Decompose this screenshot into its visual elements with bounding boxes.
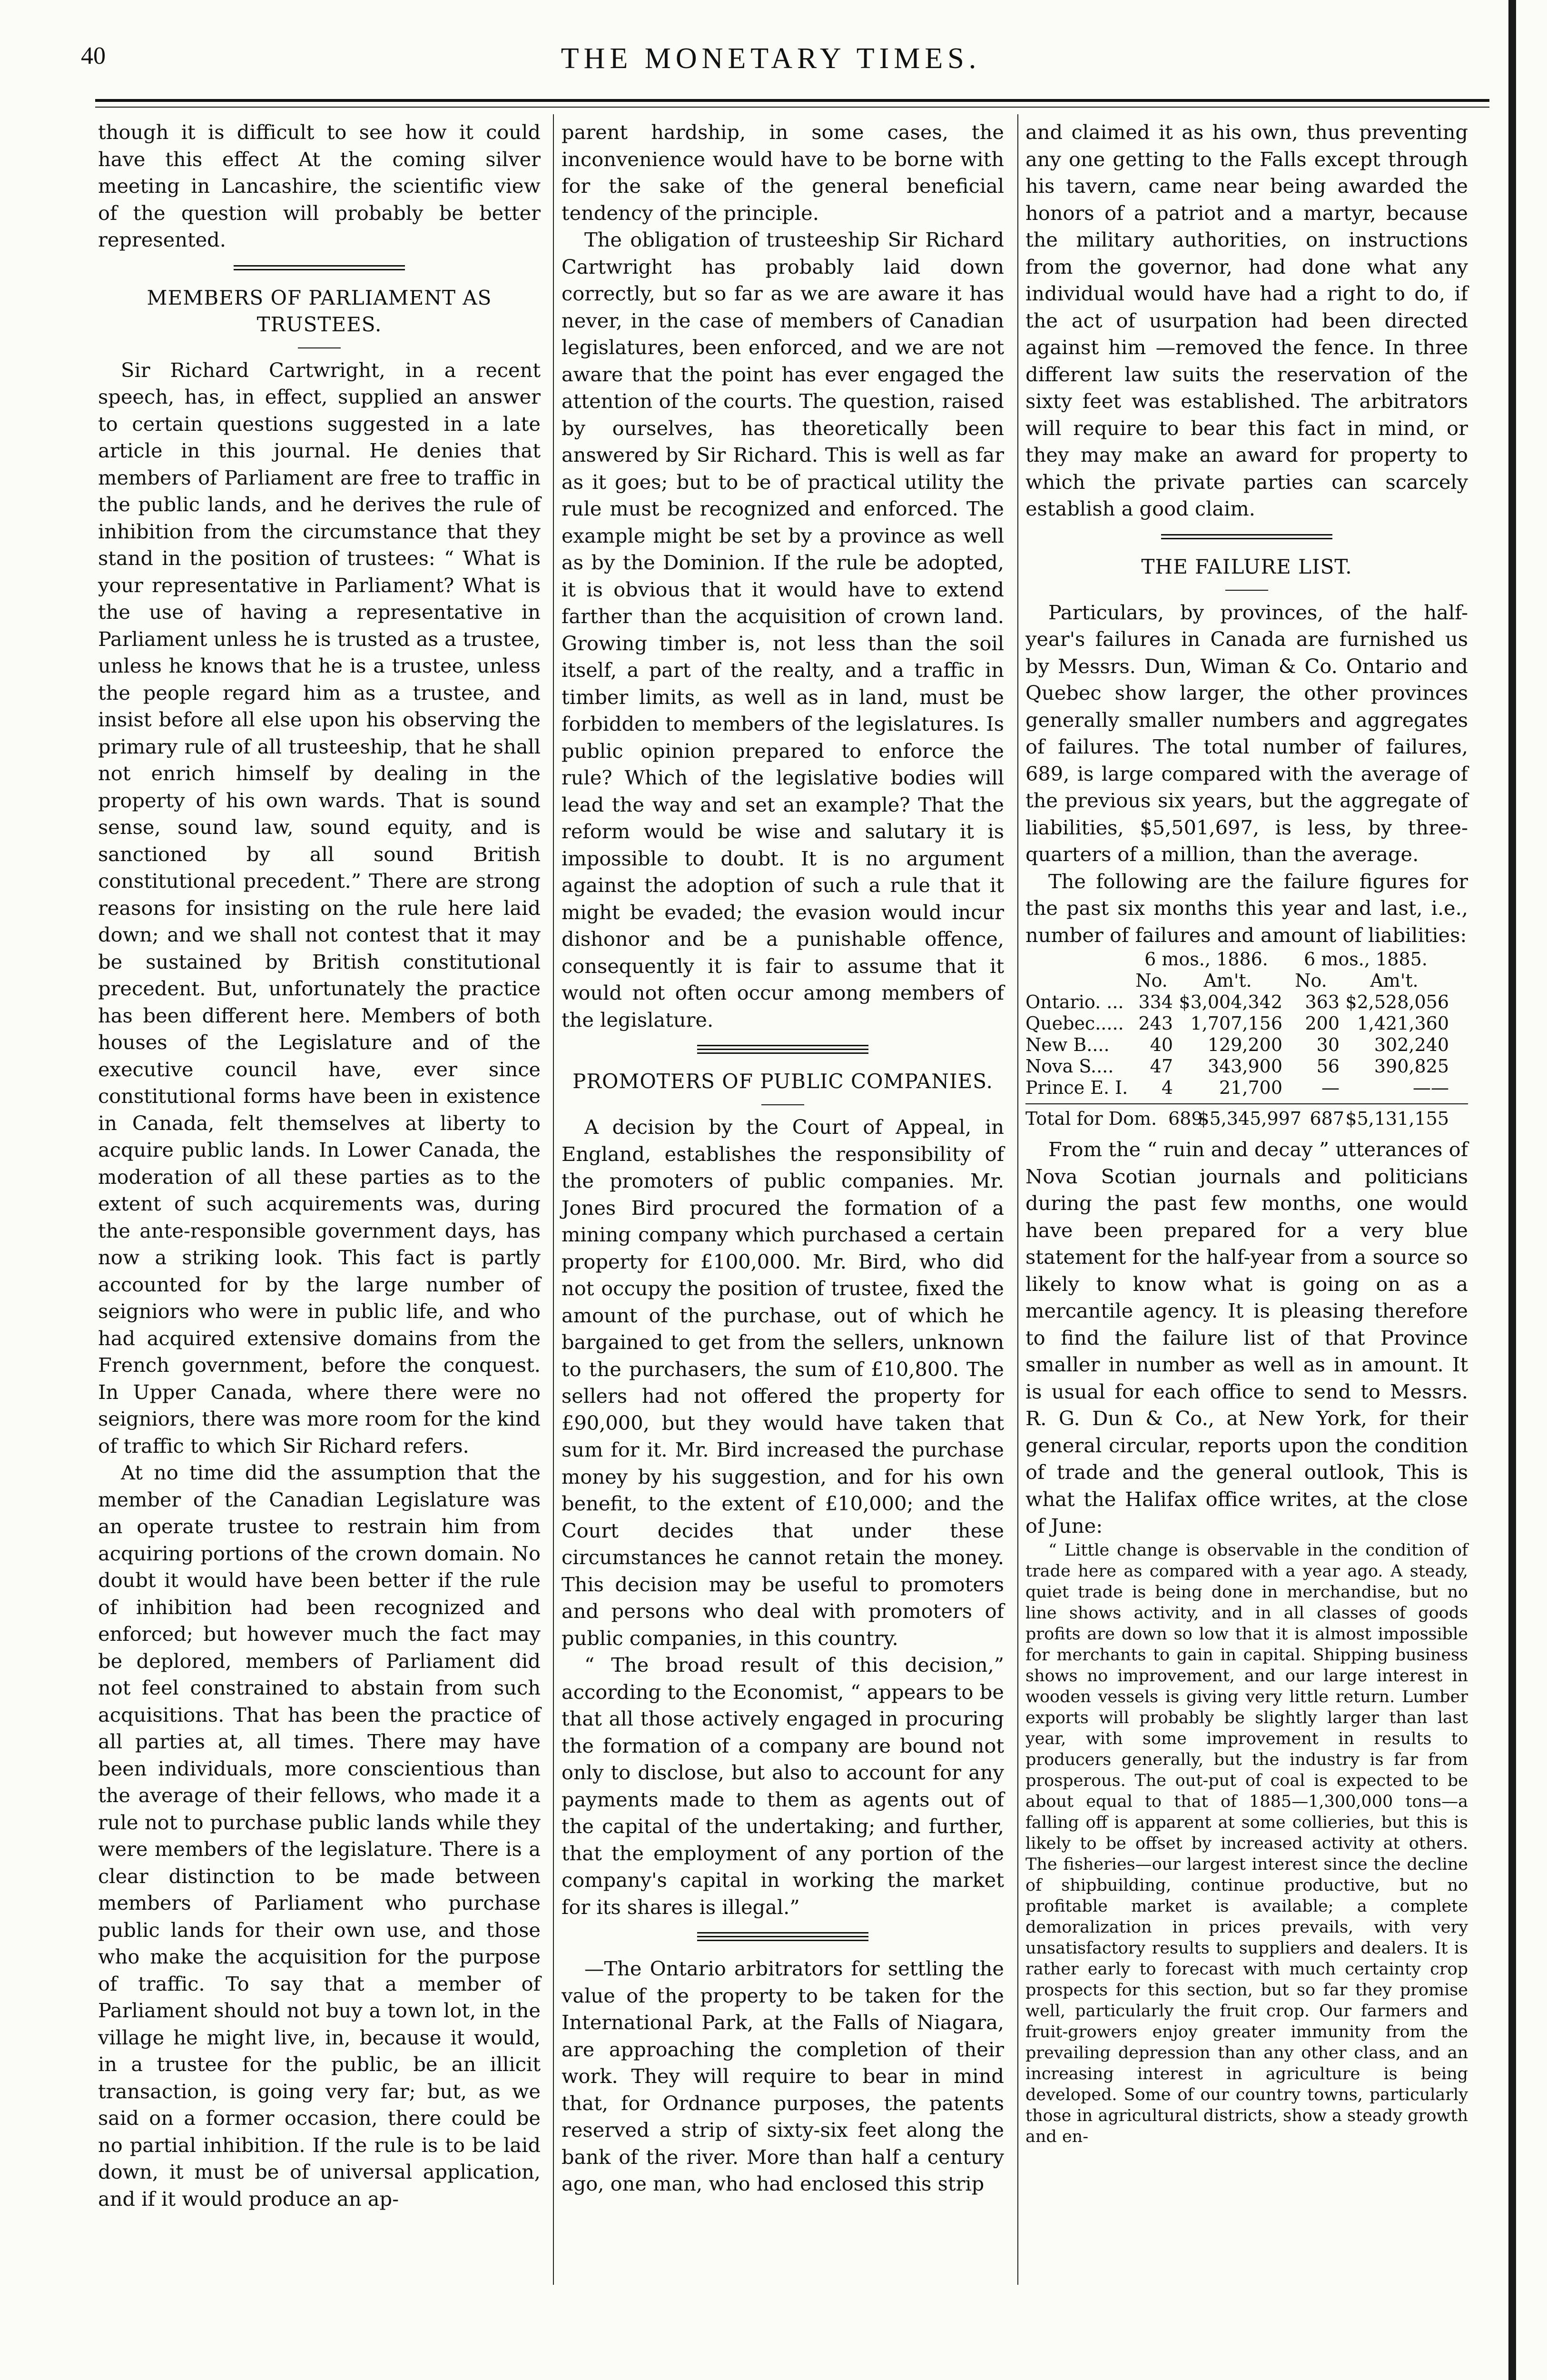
col-amount: Am't.: [1203, 970, 1252, 991]
table-row: Ontario. ... 334 $3,004,342 363 $2,528,056: [1025, 992, 1449, 1012]
table-row: Quebec..... 243 1,707,156 200 1,421,360: [1025, 1013, 1449, 1034]
heading-dash: [1225, 590, 1268, 591]
section-separator: [697, 1045, 868, 1054]
table-row: New B.... 40 129,200 30 302,240: [1025, 1034, 1449, 1055]
column-1: [98, 119, 541, 2212]
paragraph: At no time did the assumption that the member of the Canadian Legislature was an operate trustee to restrain him from acquiring portions of the crown domain. No doubt it would have been better if the rule of inhibition had been recognized and enforced; but however much the fact may be deplored, members of Parliament did not feel constrained to abstain from such acquisitions. That has been the practice of all parties at, all times. There may have been individuals, more conscientious than the average of their fellows, who made it a rule not to purchase public lands while they were members of the legislature. There is a clear distinction to be made between members of Parliament who purchase public lands for their own use, and those who make the acquisition for the purpose of traffic. To say that a member of Parliament should not buy a town lot, in the village he might live, in, because it would, in a trustee for the public, be an illicit transaction, is going very far; but, as we said on a former occasion, there could be no partial inhibition. If the rule is to be laid down, it must be of universal application, and if it would produce an ap-: [98, 1461, 541, 2211]
paragraph: From the “ ruin and decay ” utterances of Nova Scotian journals and politicians during the past few months, one would have been prepared for a very blue statement for the half-year from a source so likely to know what is going on as a mercantile agency. It is pleasing therefore to find the failure list of that Province smaller in number as well as in amount. It is usual for each office to send to Messrs. R. G. Dun & Co., at New York, for their general circular, reports upon the condition of trade and the general outlook, This is what the Halifax office writes, at the close of June:: [1025, 1138, 1468, 1537]
paragraph: Particulars, by provinces, of the half-year's failures in Canada are furnished us by Messrs. Dun, Wiman & Co. Ontario and Quebec show larger, the other provinces generally smaller numbers and aggregates of failures. The total number of failures, 689, is large compared with the average of the previous six years, but the aggregate of liabilities, $5,501,697, is less, by three-quarters of a million, than the average.: [1025, 600, 1468, 866]
table-row: Nova S.... 47 343,900 56 390,825: [1025, 1056, 1449, 1077]
masthead-title: THE MONETARY TIMES.: [561, 42, 981, 75]
period-1885: 6 mos., 1885.: [1304, 949, 1428, 970]
article-heading-failure-list: THE FAILURE LIST.: [1141, 555, 1352, 578]
column-2: [562, 119, 1004, 2198]
heading-dash: [298, 347, 341, 348]
col-amount: Am't.: [1370, 970, 1419, 991]
paragraph: A decision by the Court of Appeal, in England, establishes the responsibility of the promoters of public companies. Mr. Jones Bird procured the formation of a mining company which purchased a certain property for £100,000. Mr. Bird, who did not occupy the position of trustee, fixed the amount of the purchase, out of which he bargained to get from the sellers, unknown to the purchasers, the sum of £10,800. The sellers had not offered the property for £90,000, but they would have taken that sum for it. Mr. Bird increased the purchase money by his suggestion, and for his own benefit, to the extent of £10,000; and the Court decides that under these circumstances he cannot retain the money. This decision may be useful to promoters and persons who deal with promoters of public companies, in this country.: [562, 1115, 1004, 1650]
paragraph: though it is difficult to see how it could have this effect At the coming silver meeting in Lancashire, the scientific view of the question will probably be better represented.: [98, 120, 541, 251]
col-no: No.: [1295, 970, 1327, 991]
section-separator: [234, 265, 405, 270]
column-divider: [1017, 114, 1018, 2285]
article-heading-promoters: PROMOTERS OF PUBLIC COMPANIES.: [572, 1070, 993, 1093]
table-total-row: Total for Dom. 689 $5,345,997 687 $5,131,155: [1025, 1103, 1468, 1130]
paragraph: —The Ontario arbitrators for settling the value of the property to be taken for the International Park, at the Falls of Niagara, are approaching the completion of their work. They will require to bear in mind that, for Ordnance purposes, the patents reserved a strip of sixty-six feet along the bank of the river. More than half a century ago, one man, who had enclosed this strip: [562, 1957, 1004, 2195]
paragraph: The obligation of trusteeship Sir Richard Cartwright has probably laid down correctly, but so far as we are aware it has never, in the case of members of Canadian legislatures, been enforced, and we are not aware that the point has ever engaged the attention of the courts. The question, raised by ourselves, has theoretically been answered by Sir Richard. This is well as far as it goes; but to be of practical utility the rule must be recognized and enforced. The example might be set by a province as well as by the Dominion. If the rule be adopted, it is obvious that it would have to extend farther than the acquisition of crown land. Growing timber is, not less than the soil itself, a part of the realty, and a traffic in timber limits, as well as in land, must be forbidden to members of the legislatures. Is public opinion prepared to enforce the rule? Which of the legislative bodies will lead the way and set an example? That the reform would be wise and salutary it is impossible to doubt. It is no argument against the adoption of such a rule that it might be evaded; the evasion would incur dishonor and be a punishable offence, consequently it is fair to assume that it would not often occur among members of the legislature.: [562, 228, 1004, 1031]
header-rule-thin: [95, 107, 1489, 108]
paragraph: Sir Richard Cartwright, in a recent speech, has, in effect, supplied an answer to certain questions suggested in a late article in this journal. He denies that members of Parliament are free to traffic in the public lands, and he derives the rule of inhibition from the circumstance that they stand in the position of trustees: “ What is your representative in Parliament? What is the use of having a representative in Parliament unless he is trusted as a trustee, unless he knows that he is a trustee, unless the people regard him as a trustee, and insist before all else upon his observing the primary rule of all trusteeship, that he shall not enrich himself by dealing in the property of his own wards. That is sound sense, sound law, sound equity, and is sanctioned by all sound British constitutional precedent.” There are strong reasons for insisting on the rule here laid down; and we shall not contest that it may be sustained by British constitutional precedent. But, unfortunately the practice has been different here. Members of both houses of the Legislature and of the executive council have, ever since constitutional forms have been in existence in Canada, felt themselves at liberty to acquire public lands. In Lower Canada, the moderation of all these parties as to the extent of such acquirements was, during the ante-responsible government days, has now a striking look. This fact is partly accounted for by the large number of seigniors who were in public life, and who had acquired extensive domains from the French government, before the conquest. In Upper Canada, where there were no seigniors, there was more room for the kind of traffic to which Sir Richard refers.: [98, 358, 541, 1458]
page-edge-shadow: [1508, 0, 1516, 2380]
paragraph: parent hardship, in some cases, the inconvenience would have to be borne with for the sake of the general beneficial tendency of the principle.: [562, 120, 1004, 225]
heading-dash: [761, 1104, 804, 1105]
period-1886: 6 mos., 1886.: [1144, 949, 1268, 970]
paragraph: and claimed it as his own, thus preventing any one getting to the Falls except through his tavern, came near being awarded the honors of a patriot and a martyr, because the military authorities, on instructions from the governor, had done what any individual would have had a right to do, if the act of usurpation had been directed against him —removed the fence. In three different law suits the reservation of the sixty feet was established. The arbitrators will require to bear this fact in mind, or they may make an award for property to which the private parties can scarcely establish a good claim.: [1025, 120, 1468, 520]
page-number: 40: [81, 42, 106, 69]
article-heading-members-of-parliament: MEMBERS OF PARLIAMENT AS TRUSTEES.: [147, 286, 492, 336]
failure-table: [1025, 949, 1468, 1130]
page-header: [81, 42, 1461, 85]
section-separator: [1161, 534, 1332, 539]
table-header-periods: [1025, 949, 1468, 970]
header-rule-thick: [95, 99, 1489, 102]
quoted-report: “ Little change is observable in the condition of trade here as compared with a year ago. A steady, quiet trade is being done in merchandise, but no line shows activity, and in all classes of goods profits are down so low that it is almost impossible for merchants to gain in capital. Shipping business shows no improvement, and our large interest in wooden vessels is giving very little return. Lumber exports will probably be slightly larger than last year, with some improvement in results to producers generally, but the industry is far from prosperous. The out-put of coal is expected to be about equal to that of 1885—1,300,000 tons—a falling off is apparent at some collieries, but this is likely to be offset by increased activity at others. The fisheries—our largest interest since the decline of shipbuilding, continue productive, but no profitable market is available; a complete demoralization in prices prevails, with very unsatisfactory results to suppliers and dealers. It is rather early to forecast with much certainty crop prospects for this section, but so far they promise well, particularly the fruit crop. Our farmers and fruit-growers enjoy greater immunity from the prevailing depression than any other class, and an increasing interest in agriculture is being developed. Some of our country towns, particularly those in agricultural districts, show a steady growth and en-: [1025, 1540, 1468, 2146]
paragraph: The following are the failure figures for the past six months this year and last, i.e., number of failures and amount of liabilities:: [1025, 869, 1468, 947]
table-row: Prince E. I. 4 21,700 — ——: [1025, 1077, 1449, 1098]
paragraph: “ The broad result of this decision,” according to the Economist, “ appears to be that all those actively engaged in procuring the formation of a company are bound not only to disclose, but also to account for any payments made to them as agents out of the capital of the undertaking; and further, that the employment of any portion of the company's capital in working the market for its shares is illegal.”: [562, 1653, 1004, 1919]
section-separator: [697, 1932, 868, 1941]
column-divider: [553, 114, 554, 2285]
table-header-columns: [1025, 970, 1468, 992]
col-no: No.: [1135, 970, 1168, 991]
column-3: [1025, 119, 1468, 2147]
